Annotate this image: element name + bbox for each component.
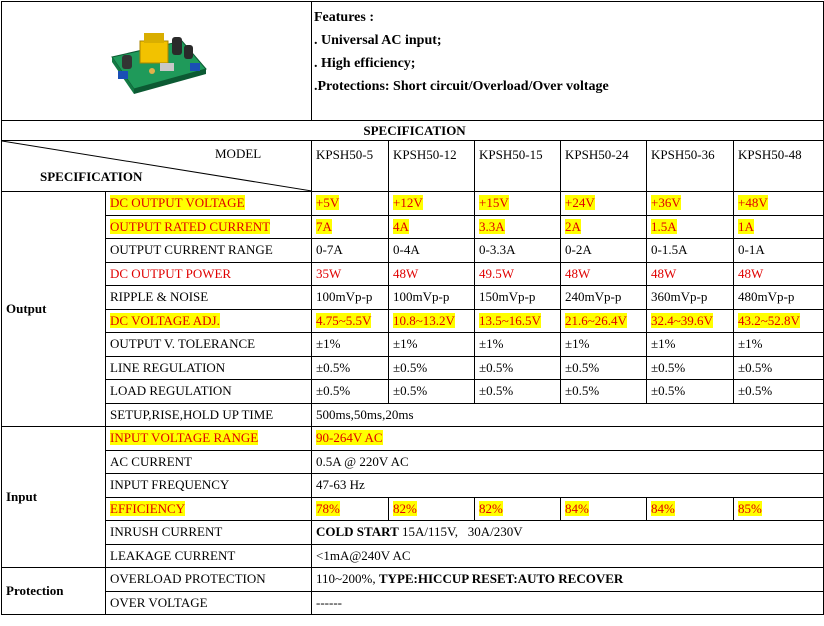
value-cell: 110~200%, TYPE:HICCUP RESET:AUTO RECOVER [312, 568, 824, 592]
value-cell: ±0.5% [734, 380, 824, 404]
model-name: KPSH50-15 [475, 141, 561, 192]
value-cell: +5V [312, 192, 389, 216]
value-cell: 32.4~39.6V [647, 309, 734, 333]
value-cell: 150mVp-p [475, 286, 561, 310]
value-cell: ±1% [647, 333, 734, 357]
param-name: INPUT FREQUENCY [106, 474, 312, 498]
features-cell [312, 2, 824, 121]
model-name: KPSH50-12 [389, 141, 475, 192]
param-name: LEAKAGE CURRENT [106, 544, 312, 568]
param-name: OVER VOLTAGE [106, 591, 312, 615]
table-row [2, 591, 824, 615]
spec-title: SPECIFICATION [2, 121, 824, 141]
value-cell: ±0.5% [647, 380, 734, 404]
features-title: Features : [314, 10, 374, 25]
value-cell: ±1% [561, 333, 647, 357]
model-spec-header-cell [2, 141, 312, 192]
table-row [2, 309, 824, 333]
value-cell: 0-1.5A [647, 239, 734, 263]
table-row [2, 356, 824, 380]
power-supply-board-image [102, 19, 212, 99]
value-cell: 0-4A [389, 239, 475, 263]
param-name: LINE REGULATION [106, 356, 312, 380]
param-name: LOAD REGULATION [106, 380, 312, 404]
table-row [2, 286, 824, 310]
param-name: RIPPLE & NOISE [106, 286, 312, 310]
table-row [2, 568, 824, 592]
model-name: KPSH50-48 [734, 141, 824, 192]
value-cell: 47-63 Hz [312, 474, 824, 498]
value-cell: 0-7A [312, 239, 389, 263]
value-cell: ±1% [312, 333, 389, 357]
input-section-label: Input [2, 427, 106, 568]
param-name: DC OUTPUT POWER [106, 262, 312, 286]
value-cell: 0-1A [734, 239, 824, 263]
table-row [2, 521, 824, 545]
table-row [2, 427, 824, 451]
value-cell: 84% [561, 497, 647, 521]
value-cell: ±0.5% [561, 380, 647, 404]
value-cell: ±0.5% [734, 356, 824, 380]
value-cell: ±0.5% [647, 356, 734, 380]
specification-label: SPECIFICATION [40, 169, 143, 184]
param-name: OUTPUT RATED CURRENT [106, 215, 312, 239]
spec-sheet-table [1, 1, 824, 615]
value-cell: 0-2A [561, 239, 647, 263]
param-name: SETUP,RISE,HOLD UP TIME [106, 403, 312, 427]
value-cell: +36V [647, 192, 734, 216]
value-cell: 2A [561, 215, 647, 239]
value-cell: 21.6~26.4V [561, 309, 647, 333]
model-name: KPSH50-5 [312, 141, 389, 192]
value-cell: 85% [734, 497, 824, 521]
value-cell: ±1% [475, 333, 561, 357]
param-name: INPUT VOLTAGE RANGE [106, 427, 312, 451]
value-cell: ±0.5% [475, 356, 561, 380]
value-cell: ±0.5% [389, 356, 475, 380]
value-cell: 0-3.3A [475, 239, 561, 263]
model-header-row [2, 141, 824, 192]
value-cell: ±1% [734, 333, 824, 357]
feature-item: .Protections: Short circuit/Overload/Over voltage [314, 79, 609, 94]
value-cell: 35W [312, 262, 389, 286]
table-row [2, 262, 824, 286]
value-cell: +24V [561, 192, 647, 216]
feature-item: . Universal AC input; [314, 33, 442, 48]
table-row [2, 403, 824, 427]
table-row [2, 450, 824, 474]
table-row [2, 215, 824, 239]
value-cell: 500ms,50ms,20ms [312, 403, 824, 427]
value-cell: 3.3A [475, 215, 561, 239]
value-cell: +15V [475, 192, 561, 216]
value-cell: 100mVp-p [312, 286, 389, 310]
value-cell: 48W [389, 262, 475, 286]
table-row [2, 380, 824, 404]
value-cell: ±1% [389, 333, 475, 357]
model-label: MODEL [215, 146, 262, 161]
param-name: DC VOLTAGE ADJ. [106, 309, 312, 333]
param-name: AC CURRENT [106, 450, 312, 474]
value-cell: 48W [734, 262, 824, 286]
value-cell: 82% [389, 497, 475, 521]
feature-item: . High efficiency; [314, 56, 416, 71]
model-name: KPSH50-24 [561, 141, 647, 192]
value-cell: 4.75~5.5V [312, 309, 389, 333]
value-cell: 49.5W [475, 262, 561, 286]
table-row [2, 544, 824, 568]
value-cell: 43.2~52.8V [734, 309, 824, 333]
param-name: OVERLOAD PROTECTION [106, 568, 312, 592]
value-cell: 240mVp-p [561, 286, 647, 310]
value-cell: 100mVp-p [389, 286, 475, 310]
value-cell: 84% [647, 497, 734, 521]
value-cell: 82% [475, 497, 561, 521]
value-cell: ±0.5% [312, 356, 389, 380]
features-row [2, 2, 824, 121]
value-cell: 10.8~13.2V [389, 309, 475, 333]
value-cell: 1A [734, 215, 824, 239]
param-name: INRUSH CURRENT [106, 521, 312, 545]
value-cell: +48V [734, 192, 824, 216]
value-cell: ±0.5% [312, 380, 389, 404]
value-cell: 1.5A [647, 215, 734, 239]
model-name: KPSH50-36 [647, 141, 734, 192]
value-cell: ------ [312, 591, 824, 615]
param-name: OUTPUT CURRENT RANGE [106, 239, 312, 263]
output-section-label: Output [2, 192, 106, 427]
value-cell: 48W [561, 262, 647, 286]
value-cell: 0.5A @ 220V AC [312, 450, 824, 474]
value-cell: 4A [389, 215, 475, 239]
value-cell: 480mVp-p [734, 286, 824, 310]
value-cell: 48W [647, 262, 734, 286]
protection-section-label: Protection [2, 568, 106, 615]
value-cell: +12V [389, 192, 475, 216]
value-cell: 78% [312, 497, 389, 521]
table-row [2, 239, 824, 263]
spec-title-row [2, 121, 824, 141]
param-name: OUTPUT V. TOLERANCE [106, 333, 312, 357]
value-cell: COLD START 15A/115V, 30A/230V [312, 521, 824, 545]
table-row [2, 192, 824, 216]
param-name: DC OUTPUT VOLTAGE [106, 192, 312, 216]
value-cell: ±0.5% [389, 380, 475, 404]
table-row [2, 497, 824, 521]
value-cell: <1mA@240V AC [312, 544, 824, 568]
value-cell: ±0.5% [561, 356, 647, 380]
table-row [2, 333, 824, 357]
value-cell: 13.5~16.5V [475, 309, 561, 333]
value-cell: 90-264V AC [312, 427, 824, 451]
value-cell: 360mVp-p [647, 286, 734, 310]
product-image-cell [2, 2, 312, 121]
table-row [2, 474, 824, 498]
param-name: EFFICIENCY [106, 497, 312, 521]
value-cell: ±0.5% [475, 380, 561, 404]
value-cell: 7A [312, 215, 389, 239]
